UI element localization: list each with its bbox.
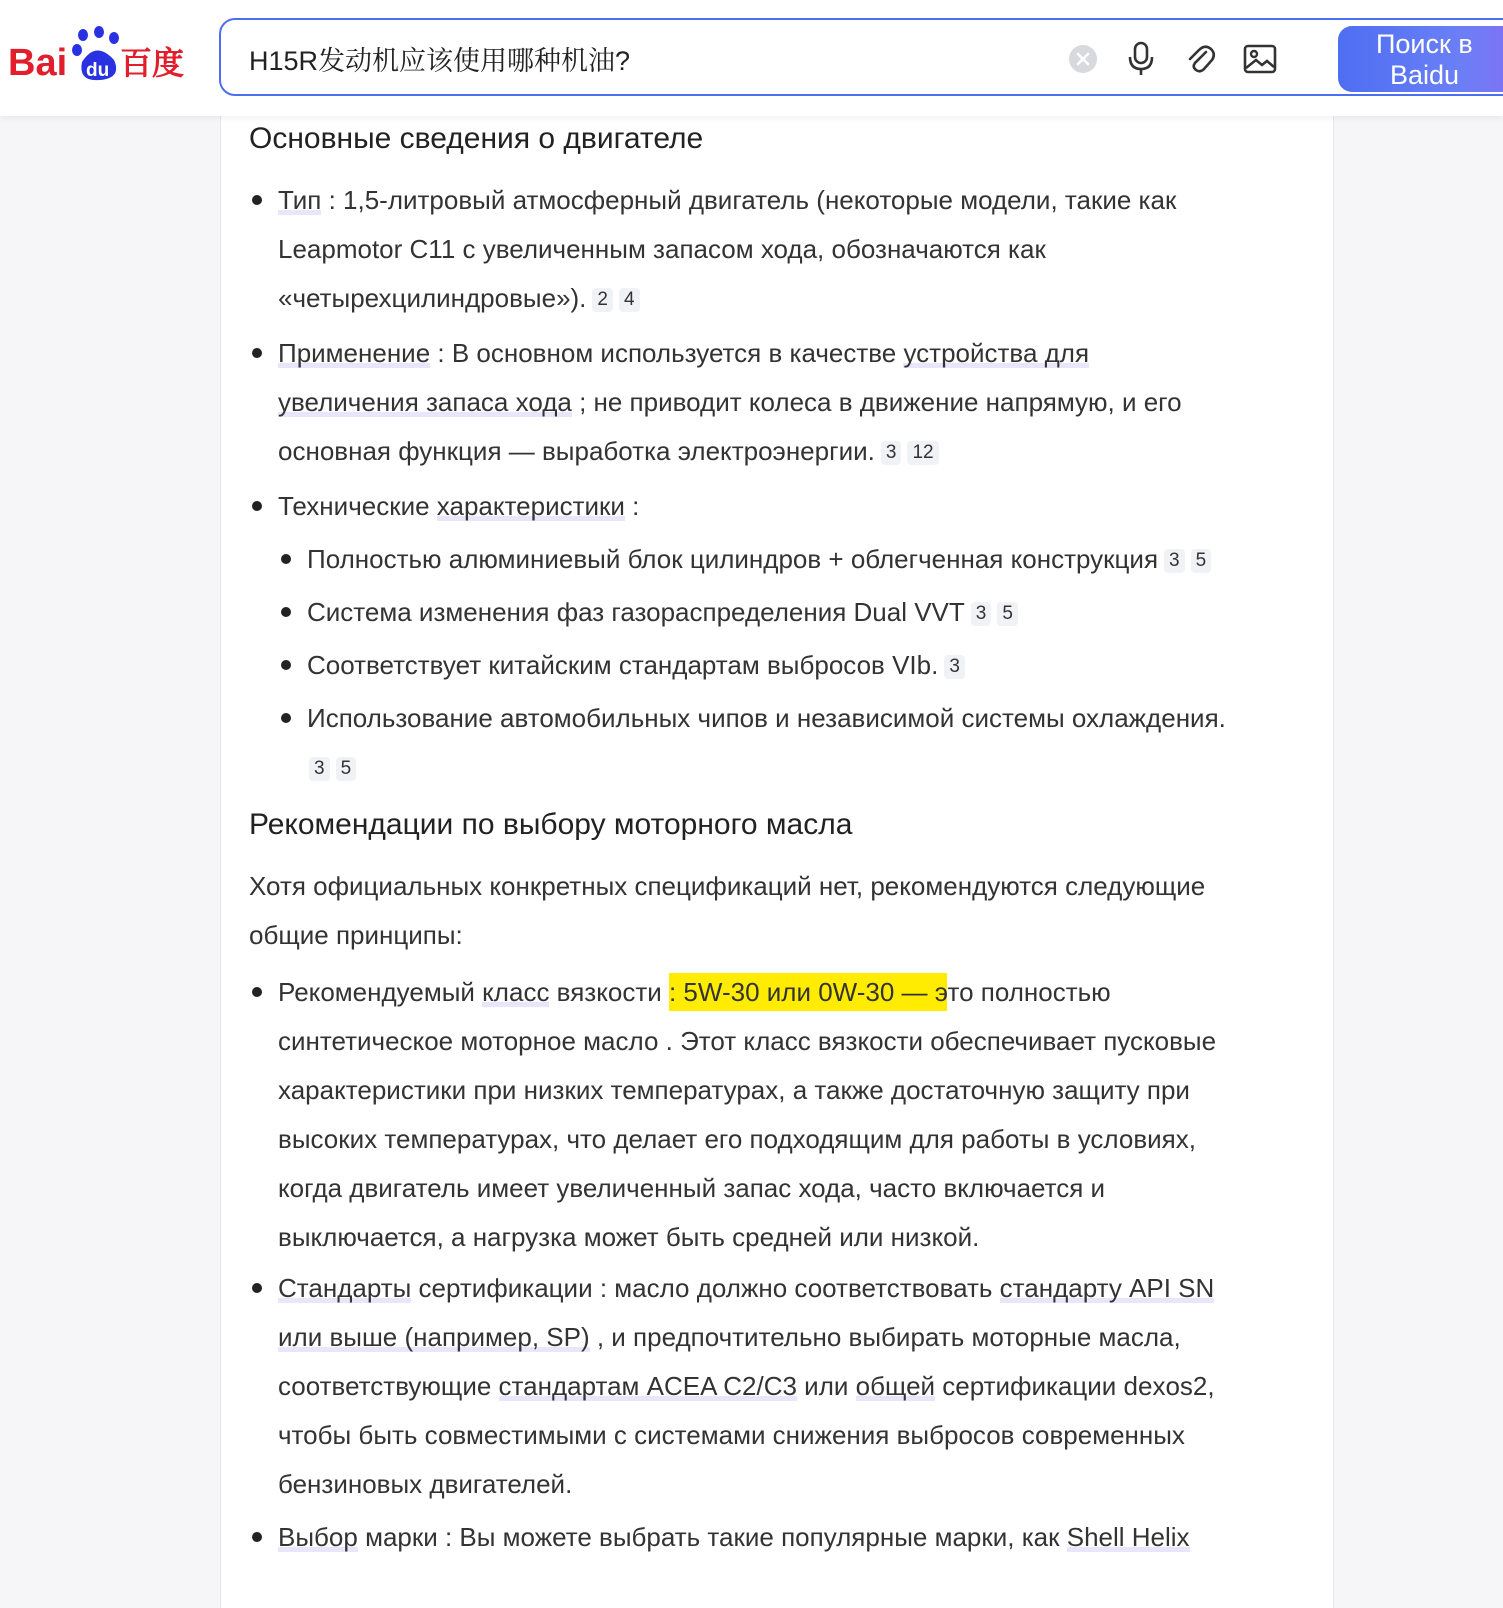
reference-badge[interactable]: 3: [1164, 549, 1185, 573]
reference-badge[interactable]: 3: [944, 655, 965, 679]
reference-badge[interactable]: 3: [881, 441, 902, 465]
link-brand[interactable]: Выбор: [278, 1522, 358, 1552]
list-item-type: [249, 176, 1309, 323]
link-api-sn[interactable]: стандарту API SN: [999, 1273, 1215, 1303]
section-title-oil: Рекомендации по выбору моторного масла: [249, 808, 853, 841]
reference-badge[interactable]: 12: [907, 441, 938, 465]
list-item-viscosity: [249, 968, 1309, 1262]
list-item-brand: [249, 1513, 1309, 1562]
bullet: [281, 554, 291, 564]
standards-line-5: бензиновых двигателей.: [278, 1469, 573, 1499]
sub-item-text: Соответствует китайским стандартам выбросов VIb.: [307, 650, 939, 680]
specs-label-post: :: [624, 491, 640, 521]
application-text-3: основная функция — выработка электроэнергии.: [278, 436, 875, 466]
image-search-icon[interactable]: [1242, 41, 1278, 77]
reference-badge[interactable]: 4: [619, 288, 640, 312]
brand-text: марки : Вы можете выбрать такие популярные марки, как: [357, 1522, 1067, 1552]
clear-icon[interactable]: [1065, 41, 1101, 77]
baidu-logo[interactable]: [8, 22, 188, 86]
list-item-standards: [249, 1264, 1309, 1509]
reference-badge[interactable]: 2: [592, 288, 613, 312]
viscosity-line-4: высоких температурах, что делает его подходящим для работы в условиях,: [278, 1124, 1196, 1154]
sub-item-text: Полностью алюминиевый блок цилиндров + облегченная конструкция: [307, 544, 1159, 574]
link-range-extender-2[interactable]: увеличения запаса хода: [278, 387, 572, 417]
link-viscosity-class[interactable]: класс: [482, 977, 550, 1007]
list-item-specs: [249, 482, 1309, 531]
bullet: [252, 1283, 262, 1293]
type-line-1: : 1,5-литровый атмосферный двигатель (некоторые модели, такие как: [321, 185, 1177, 215]
reference-badge[interactable]: 5: [1191, 549, 1212, 573]
standards-text-4: или: [796, 1371, 856, 1401]
top-bar: [0, 0, 1503, 116]
link-api-sp[interactable]: или выше (например, SP): [278, 1322, 590, 1352]
link-specs[interactable]: характеристики: [436, 491, 625, 521]
bullet: [252, 1532, 262, 1542]
viscosity-line-2: синтетическое моторное масло . Этот класс вязкости обеспечивает пусковые: [278, 1026, 1217, 1056]
standards-text-5: сертификации dexos2,: [935, 1371, 1215, 1401]
viscosity-line-3: характеристики при низких температурах, а также достаточную защиту при: [278, 1075, 1190, 1105]
bullet: [281, 660, 291, 670]
search-button-line2: Baidu: [1390, 60, 1460, 90]
standards-text-1: сертификации : масло должно соответствовать: [411, 1273, 1000, 1303]
microphone-icon[interactable]: [1123, 41, 1159, 77]
viscosity-line-5: когда двигатель имеет увеличенный запас хода, часто включается и: [278, 1173, 1106, 1203]
bullet: [281, 713, 291, 723]
oil-intro-line-1: Хотя официальных конкретных спецификаций нет, рекомендуются следующие: [249, 871, 1206, 901]
link-general[interactable]: общей: [855, 1371, 936, 1401]
viscosity-mid: вязкости: [549, 977, 669, 1007]
sub-item-cooling: [278, 694, 1309, 792]
link-acea[interactable]: стандартам ACEA C2/C3: [498, 1371, 797, 1401]
oil-intro: [249, 862, 1309, 960]
sub-item-text: Система изменения фаз газораспределения Dual VVT: [307, 597, 965, 627]
list-item-application: [249, 329, 1309, 476]
bullet: [281, 607, 291, 617]
reference-badge[interactable]: 3: [309, 757, 330, 781]
logo-du-text: du: [86, 60, 110, 81]
link-range-extender-1[interactable]: устройства для: [903, 338, 1090, 368]
viscosity-pre: Рекомендуемый: [278, 977, 483, 1007]
viscosity-line-6: выключается, а нагрузка может быть средней или низкой.: [278, 1222, 980, 1252]
standards-text-3: соответствующие: [278, 1371, 499, 1401]
link-shell-helix[interactable]: Shell Helix: [1066, 1522, 1190, 1552]
sub-item-aluminum: [278, 535, 1309, 584]
oil-intro-line-2: общие принципы:: [249, 920, 463, 950]
viscosity-post: то полностью: [947, 977, 1111, 1007]
sub-item-text: Использование автомобильных чипов и независимой системы охлаждения.: [307, 703, 1226, 733]
search-box[interactable]: [219, 18, 1503, 96]
standards-text-2: , и предпочтительно выбирать моторные масла,: [589, 1322, 1181, 1352]
application-text-1: : В основном используется в качестве: [430, 338, 904, 368]
sub-item-emissions: [278, 641, 1309, 690]
reference-badge[interactable]: 5: [336, 757, 357, 781]
sub-item-vvt: [278, 588, 1309, 637]
type-line-3: «четырехцилиндровые»).: [278, 283, 587, 313]
reference-badge[interactable]: 5: [997, 602, 1018, 626]
section-title-engine: Основные сведения о двигателе: [249, 122, 704, 155]
specs-label-pre: Технические: [278, 491, 437, 521]
reference-badge[interactable]: 3: [971, 602, 992, 626]
logo-cn-text: 百度: [120, 44, 185, 82]
link-type[interactable]: Тип: [278, 185, 322, 215]
bullet: [252, 501, 262, 511]
search-button-line1: Поиск в: [1376, 29, 1473, 59]
standards-line-4: чтобы быть совместимыми с системами снижения выбросов современных: [278, 1420, 1185, 1450]
search-button[interactable]: [1338, 26, 1503, 92]
bullet: [252, 987, 262, 997]
baidu-logo-graphic: [8, 22, 188, 86]
search-input[interactable]: [247, 34, 1071, 82]
attachment-icon[interactable]: [1182, 41, 1218, 77]
link-standards[interactable]: Стандарты: [278, 1273, 412, 1303]
bullet: [252, 195, 262, 205]
type-line-2: Leapmotor C11 с увеличенным запасом хода, обозначаются как: [278, 234, 1046, 264]
link-application[interactable]: Применение: [278, 338, 431, 368]
highlighted-viscosity: : 5W-30 или 0W-30 — э: [669, 973, 947, 1011]
bullet: [252, 348, 262, 358]
answer-card: [220, 116, 1334, 1608]
application-text-2: ; не приводит колеса в движение напрямую, и его: [571, 387, 1182, 417]
logo-latin-text: Bai: [8, 42, 68, 84]
